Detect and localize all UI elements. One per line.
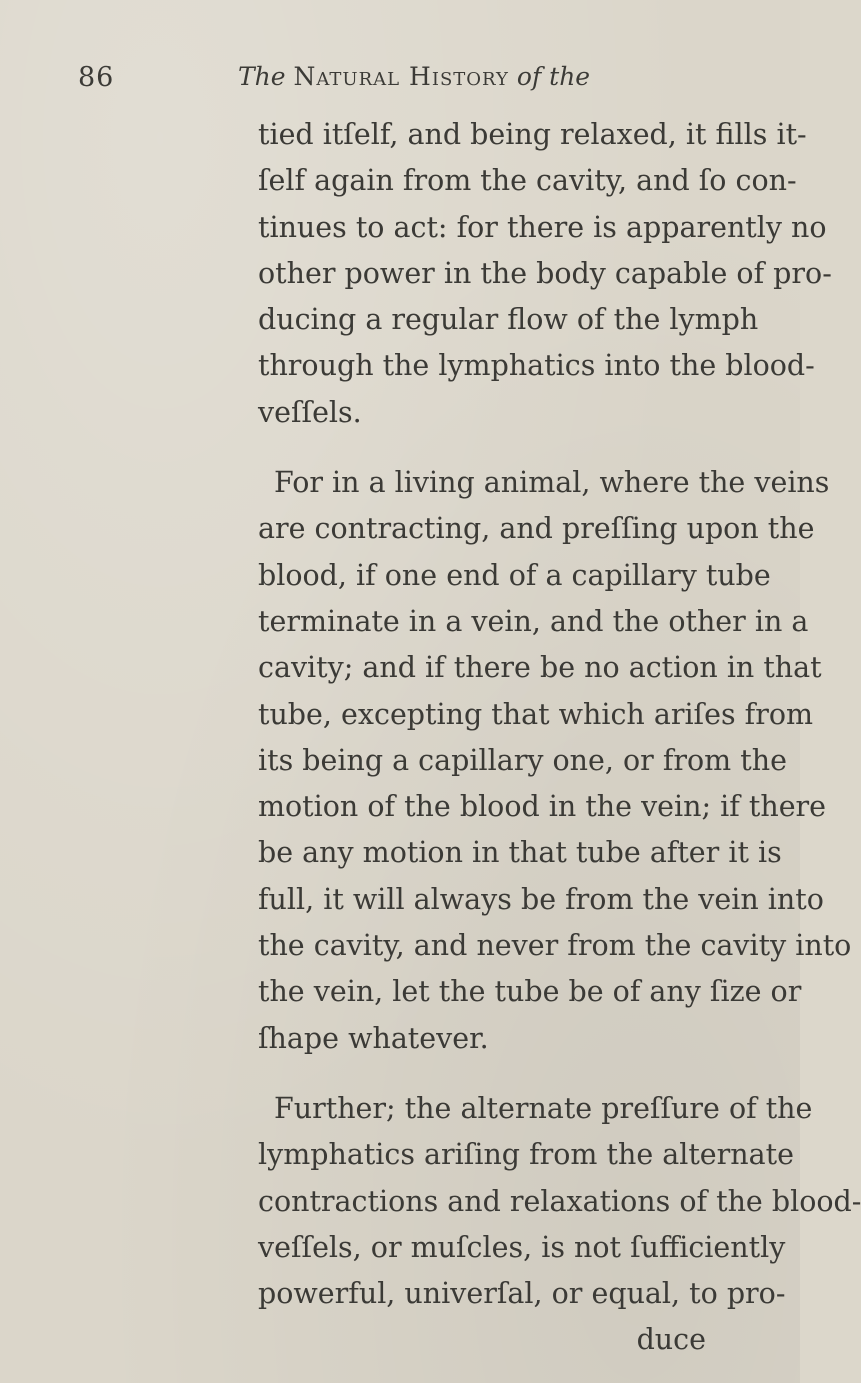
text-line: veſſels, or muſcles, is not ſufficiently bbox=[258, 1230, 786, 1264]
text-line: ſhape whatever. bbox=[258, 1021, 489, 1055]
text-line: terminate in a vein, and the other in a bbox=[258, 604, 809, 638]
paragraph-spacer bbox=[258, 1062, 706, 1086]
running-head-the-2: the bbox=[549, 62, 591, 91]
running-head bbox=[238, 62, 590, 91]
catchword: duce bbox=[636, 1323, 706, 1357]
text-line: through the lymphatics into the blood- bbox=[258, 349, 815, 383]
text-line: blood, if one end of a capillary tube bbox=[258, 558, 771, 592]
paragraph-3 bbox=[258, 1086, 861, 1317]
text-line: ſelf again from the cavity, and ſo con- bbox=[258, 164, 797, 198]
text-line: ducing a regular flow of the lymph bbox=[258, 303, 759, 337]
text-line: tube, excepting that which ariſes from bbox=[258, 697, 814, 731]
running-head-title: Natural History bbox=[293, 62, 509, 91]
text-line: motion of the blood in the vein; if there bbox=[258, 790, 827, 824]
text-line: tinues to act: for there is apparently no bbox=[258, 210, 827, 244]
text-line: are contracting, and preſſing upon the bbox=[258, 512, 815, 546]
text-line: veſſels. bbox=[258, 395, 362, 429]
text-line: the cavity, and never from the cavity into bbox=[258, 929, 852, 963]
text-line: be any motion in that tube after it is bbox=[258, 836, 782, 870]
text-line: full, it will always be from the vein into bbox=[258, 882, 824, 916]
text-line: Further; the alternate preſſure of the bbox=[274, 1091, 813, 1125]
page-number: 86 bbox=[78, 62, 115, 93]
text-line: cavity; and if there be no action in that bbox=[258, 651, 822, 685]
running-head-the: The bbox=[238, 62, 286, 91]
text-line: powerful, univerſal, or equal, to pro- bbox=[258, 1277, 786, 1311]
text-line: lymphatics ariſing from the alternate bbox=[258, 1138, 794, 1172]
paragraph-1 bbox=[258, 112, 832, 436]
body-text bbox=[258, 112, 861, 1364]
text-line: the vein, let the tube be of any ſize or bbox=[258, 975, 802, 1009]
text-line: For in a living animal, where the veins bbox=[274, 466, 830, 500]
text-line: its being a capillary one, or from the bbox=[258, 743, 787, 777]
text-line: tied itſelf, and being relaxed, it fills it- bbox=[258, 118, 807, 151]
text-line: other power in the body capable of pro- bbox=[258, 256, 832, 290]
text-line: contractions and relaxations of the blood- bbox=[258, 1184, 861, 1218]
paragraph-2 bbox=[258, 460, 852, 1062]
running-head-of: of bbox=[516, 62, 542, 91]
paragraph-spacer bbox=[258, 436, 706, 460]
